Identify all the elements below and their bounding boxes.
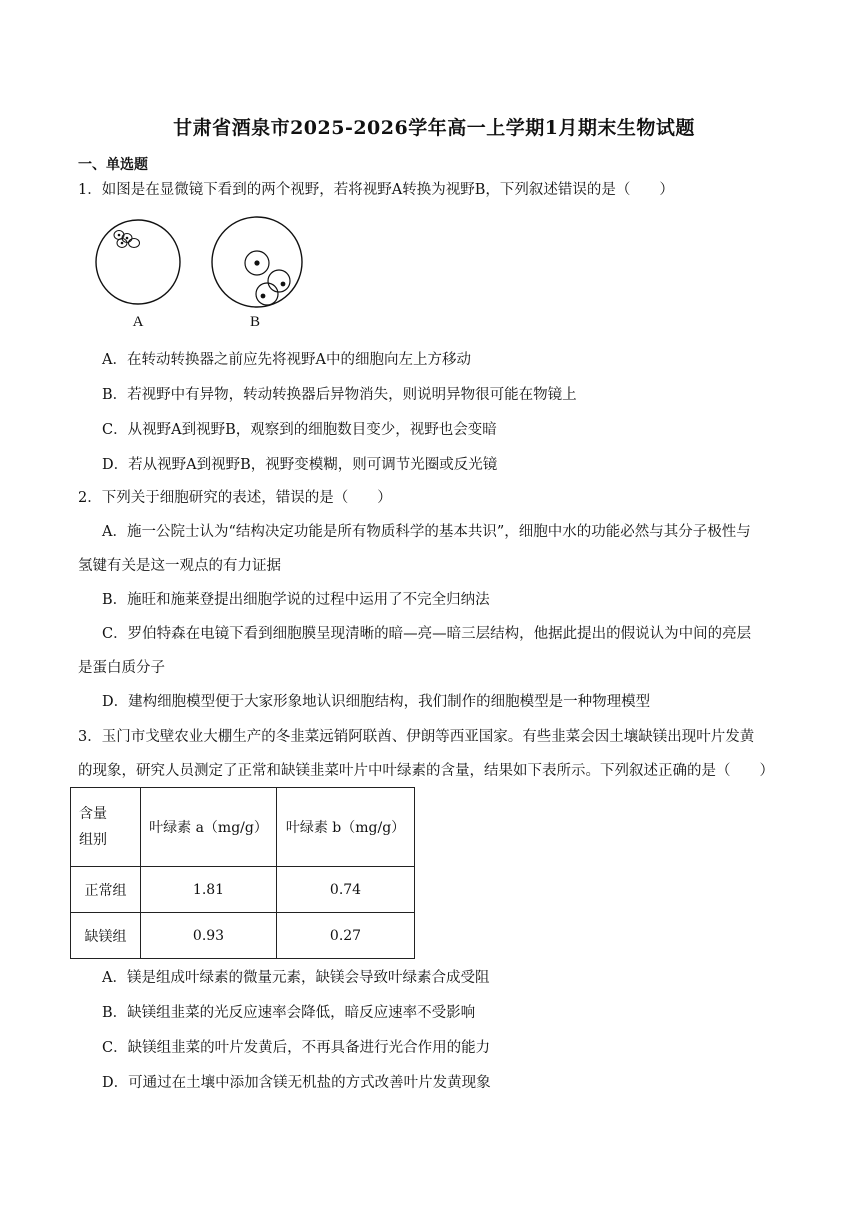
table-header-row <box>71 788 415 867</box>
question-2-option-a-line2: 氢键有关是这一观点的有力证据 <box>78 558 281 574</box>
question-2-option-c-line1: C．罗伯特森在电镜下看到细胞膜呈现清晰的暗—亮—暗三层结构，他据此提出的假说认为中间的亮层 <box>102 626 752 642</box>
question-1-stem: 1．如图是在显微镜下看到的两个视野，若将视野A转换为视野B，下列叙述错误的是（ ） <box>78 182 674 198</box>
question-3-option-c: C．缺镁组韭菜的叶片发黄后，不再具备进行光合作用的能力 <box>102 1040 491 1056</box>
question-2-option-a-line1: A．施一公院士认为“结构决定功能是所有物质科学的基本共识”，细胞中水的功能必然与其分子极性与 <box>102 524 751 540</box>
table-row <box>71 913 415 959</box>
figure-label-a: A <box>132 314 144 330</box>
section-heading: 一、单选题 <box>78 157 148 173</box>
question-2-option-d: D．建构细胞模型便于大家形象地认识细胞结构，我们制作的细胞模型是一种物理模型 <box>102 694 651 710</box>
chlorophyll-table <box>70 787 415 959</box>
cell-chlorophyll-b: 0.27 <box>277 913 415 959</box>
table-corner-cell <box>71 788 141 867</box>
cell-chlorophyll-a: 1.81 <box>141 867 277 913</box>
question-1-option-c: C．从视野A到视野B，观察到的细胞数目变少，视野也会变暗 <box>102 422 497 438</box>
question-2-option-c-line2: 是蛋白质分子 <box>78 660 165 676</box>
question-3-option-b: B．缺镁组韭菜的光反应速率会降低，暗反应速率不受影响 <box>102 1005 476 1021</box>
question-1-option-b: B．若视野中有异物，转动转换器后异物消失，则说明异物很可能在物镜上 <box>102 387 577 403</box>
row-group: 缺镁组 <box>71 913 141 959</box>
microscope-fields-figure <box>90 214 310 334</box>
row-group: 正常组 <box>71 867 141 913</box>
figure-label-b: B <box>249 314 261 330</box>
cell-chlorophyll-a: 0.93 <box>141 913 277 959</box>
column-header-chlorophyll-b: 叶绿素 b（mg/g） <box>277 788 415 867</box>
cell-chlorophyll-b: 0.74 <box>277 867 415 913</box>
page-title: 甘肃省酒泉市2025-2026学年高一上学期1月期末生物试题 <box>173 117 695 139</box>
question-2-option-b: B．施旺和施莱登提出细胞学说的过程中运用了不完全归纳法 <box>102 592 490 608</box>
question-3-option-d: D．可通过在土壤中添加含镁无机盐的方式改善叶片发黄现象 <box>102 1075 491 1091</box>
question-1-option-d: D．若从视野A到视野B，视野变模糊，则可调节光圈或反光镜 <box>102 457 498 473</box>
corner-bottom-label: 组别 <box>79 832 107 848</box>
question-2-stem: 2．下列关于细胞研究的表述，错误的是（ ） <box>78 490 392 506</box>
question-3-stem-line2: 的现象，研究人员测定了正常和缺镁韭菜叶片中叶绿素的含量，结果如下表所示。下列叙述正确的是（ ） <box>78 763 774 779</box>
field-a-circle <box>96 220 180 304</box>
table-row <box>71 867 415 913</box>
question-3-stem-line1: 3．玉门市戈壁农业大棚生产的冬韭菜远销阿联酋、伊朗等西亚国家。有些韭菜会因土壤缺镁出现叶片发黄 <box>78 729 755 745</box>
corner-top-label: 含量 <box>79 806 107 822</box>
column-header-chlorophyll-a: 叶绿素 a（mg/g） <box>141 788 277 867</box>
question-3-option-a: A．镁是组成叶绿素的微量元素，缺镁会导致叶绿素合成受阻 <box>102 970 490 986</box>
question-1-option-a: A．在转动转换器之前应先将视野A中的细胞向左上方移动 <box>102 352 471 368</box>
